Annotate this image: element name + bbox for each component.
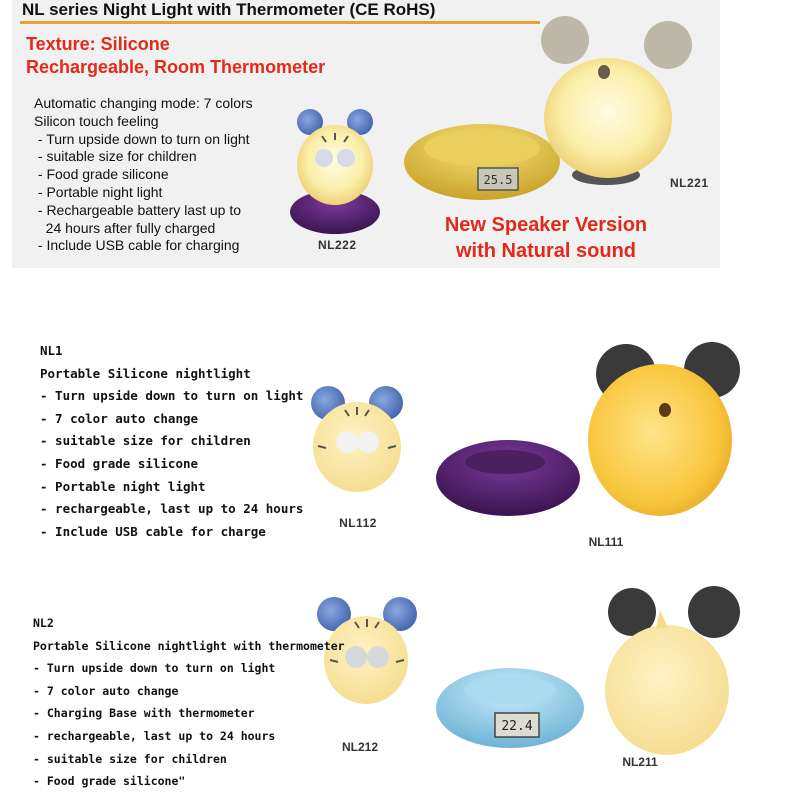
feature-item: - Portable night light bbox=[34, 183, 163, 200]
feature-item: - Portable night light bbox=[40, 478, 206, 494]
feature-item: Automatic changing mode: 7 colors bbox=[34, 95, 253, 111]
feature-item: - 7 color auto change bbox=[40, 410, 199, 426]
feature-item: - Include USB cable for charge bbox=[40, 523, 266, 539]
model-label-nl111: NL111 bbox=[588, 535, 624, 549]
feature-item: - Rechargeable battery last up to bbox=[34, 201, 242, 218]
nl111-charging-base bbox=[436, 440, 580, 516]
speaker-line-1: New Speaker Version bbox=[444, 214, 648, 236]
nl211-mouse-lamp bbox=[605, 586, 740, 755]
nl222-tiger-lamp bbox=[290, 109, 380, 234]
feature-item: - Turn upside down to turn on light bbox=[33, 661, 276, 676]
feature-item: - rechargeable, last up to 24 hours bbox=[33, 728, 276, 743]
feature-item: - suitable size for children bbox=[40, 433, 251, 449]
feature-item: - Food grade silicone bbox=[34, 166, 169, 183]
feature-item: - Turn upside down to turn on light bbox=[34, 130, 250, 147]
section-heading-nl1: NL1 bbox=[40, 343, 63, 358]
model-label-nl112: NL112 bbox=[339, 516, 377, 530]
feature-item: - rechargeable, last up to 24 hours bbox=[40, 501, 304, 517]
nl211-thermo-display: 22.4 bbox=[501, 719, 533, 734]
feature-item: 24 hours after fully charged bbox=[34, 219, 216, 236]
section-heading-nl2: NL2 bbox=[33, 616, 54, 630]
feature-item: Portable Silicone nightlight bbox=[40, 365, 251, 381]
feature-item: - Include USB cable for charging bbox=[34, 237, 240, 254]
texture-heading: Texture: Silicone bbox=[26, 34, 170, 54]
feature-item: - Food grade silicone bbox=[40, 455, 199, 471]
nl221-mouse-lamp bbox=[541, 16, 692, 185]
feature-item: - suitable size for children bbox=[34, 148, 197, 165]
feature-item: - suitable size for children bbox=[33, 751, 227, 766]
nl221-thermo-display: 25.5 bbox=[483, 173, 513, 187]
nl2-feature-block bbox=[33, 612, 345, 793]
feature-item: - 7 color auto change bbox=[33, 683, 179, 698]
nl112-tiger-lamp bbox=[311, 386, 403, 492]
nl1-feature-block bbox=[40, 340, 303, 543]
nl221-charging-base bbox=[404, 124, 560, 200]
nl211-charging-base bbox=[436, 668, 584, 748]
model-label-nl212: NL212 bbox=[341, 740, 379, 754]
feature-item: - Food grade silicone" bbox=[33, 774, 186, 789]
page-title: NL series Night Light with Thermometer (CE RoHS) bbox=[22, 0, 436, 19]
feature-item: - Turn upside down to turn on light bbox=[40, 388, 304, 404]
rechargeable-heading: Rechargeable, Room Thermometer bbox=[26, 57, 326, 77]
speaker-line-2: with Natural sound bbox=[456, 240, 636, 262]
feature-item: Silicon touch feeling bbox=[34, 112, 159, 129]
feature-item: - Charging Base with thermometer bbox=[33, 706, 255, 721]
model-label-nl211: NL211 bbox=[622, 755, 658, 769]
model-label-nl222: NL222 bbox=[318, 238, 357, 252]
feature-item: Portable Silicone nightlight with thermometer bbox=[33, 638, 345, 653]
nl111-mouse-lamp bbox=[588, 342, 740, 516]
model-label-nl221: NL221 bbox=[670, 176, 709, 190]
